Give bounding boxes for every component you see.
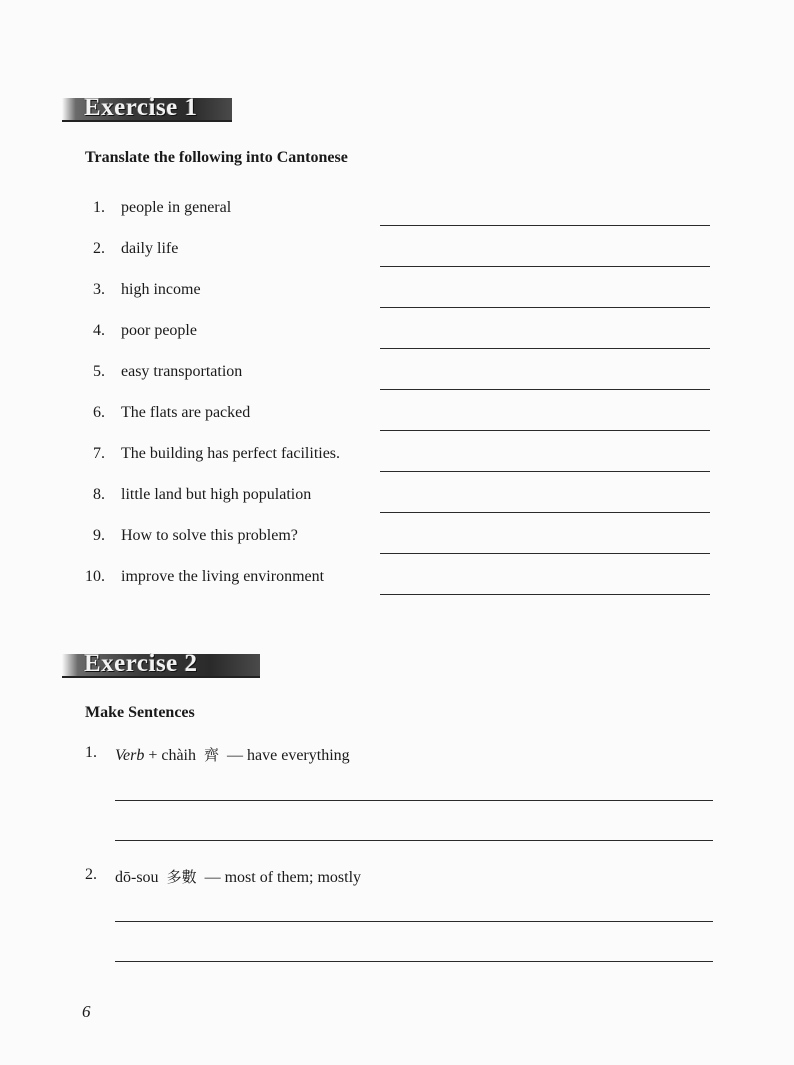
item-number: 7. (93, 445, 105, 462)
answer-line[interactable] (380, 430, 710, 431)
item-prompt (115, 744, 350, 765)
item-text: high income (121, 281, 201, 298)
item-text: The flats are packed (121, 404, 251, 421)
romanization: + chàih (144, 747, 196, 764)
writing-line[interactable] (115, 840, 713, 841)
exercise-1-instruction: Translate the following into Cantonese (85, 149, 348, 166)
romanization: dō-sou (115, 869, 159, 886)
page-number: 6 (82, 1002, 91, 1021)
exercise-1-item (0, 404, 794, 445)
exercise-1-item (0, 363, 794, 404)
exercise-1-item (0, 281, 794, 322)
answer-line[interactable] (380, 512, 710, 513)
item-text: improve the living environment (121, 568, 325, 585)
exercise-1-item (0, 486, 794, 527)
item-number: 2. (85, 866, 97, 883)
writing-line[interactable] (115, 921, 713, 922)
item-number: 10. (85, 568, 105, 585)
answer-line[interactable] (380, 594, 710, 595)
item-text: people in general (121, 199, 232, 216)
exercise-1-item (0, 240, 794, 281)
exercise-2-banner (62, 650, 260, 678)
exercise-1-item (0, 527, 794, 568)
answer-line[interactable] (380, 471, 710, 472)
item-text: daily life (121, 240, 179, 257)
verb-label: Verb (115, 747, 145, 764)
exercise-2-title: Exercise 2 (84, 650, 198, 677)
chinese-characters: 多數 (166, 868, 197, 886)
exercise-1-item (0, 445, 794, 486)
item-number: 1. (85, 744, 97, 761)
chinese-characters: 齊 (204, 746, 220, 764)
item-number: 4. (93, 322, 105, 339)
item-text: poor people (121, 322, 197, 339)
item-number: 1. (93, 199, 105, 216)
item-number: 2. (93, 240, 105, 257)
meaning: — have everything (227, 747, 350, 764)
writing-line[interactable] (115, 961, 713, 962)
item-text: The building has perfect facilities. (121, 445, 341, 462)
exercise-2-instruction: Make Sentences (85, 704, 195, 721)
item-number: 3. (93, 281, 105, 298)
meaning: — most of them; mostly (204, 869, 362, 886)
item-text: little land but high population (121, 486, 312, 503)
exercise-1-item (0, 322, 794, 363)
answer-line[interactable] (380, 553, 710, 554)
item-text: easy transportation (121, 363, 243, 380)
exercise-1-item (0, 199, 794, 240)
item-number: 8. (93, 486, 105, 503)
exercise-1-title: Exercise 1 (84, 94, 198, 121)
writing-line[interactable] (115, 800, 713, 801)
item-number: 9. (93, 527, 105, 544)
answer-line[interactable] (380, 307, 710, 308)
exercise-1-banner (62, 94, 232, 122)
answer-line[interactable] (380, 225, 710, 226)
item-text: How to solve this problem? (121, 527, 298, 544)
item-number: 5. (93, 363, 105, 380)
answer-line[interactable] (380, 348, 710, 349)
exercise-1-item (0, 568, 794, 609)
item-prompt (115, 866, 361, 887)
answer-line[interactable] (380, 389, 710, 390)
answer-line[interactable] (380, 266, 710, 267)
item-number: 6. (93, 404, 105, 421)
